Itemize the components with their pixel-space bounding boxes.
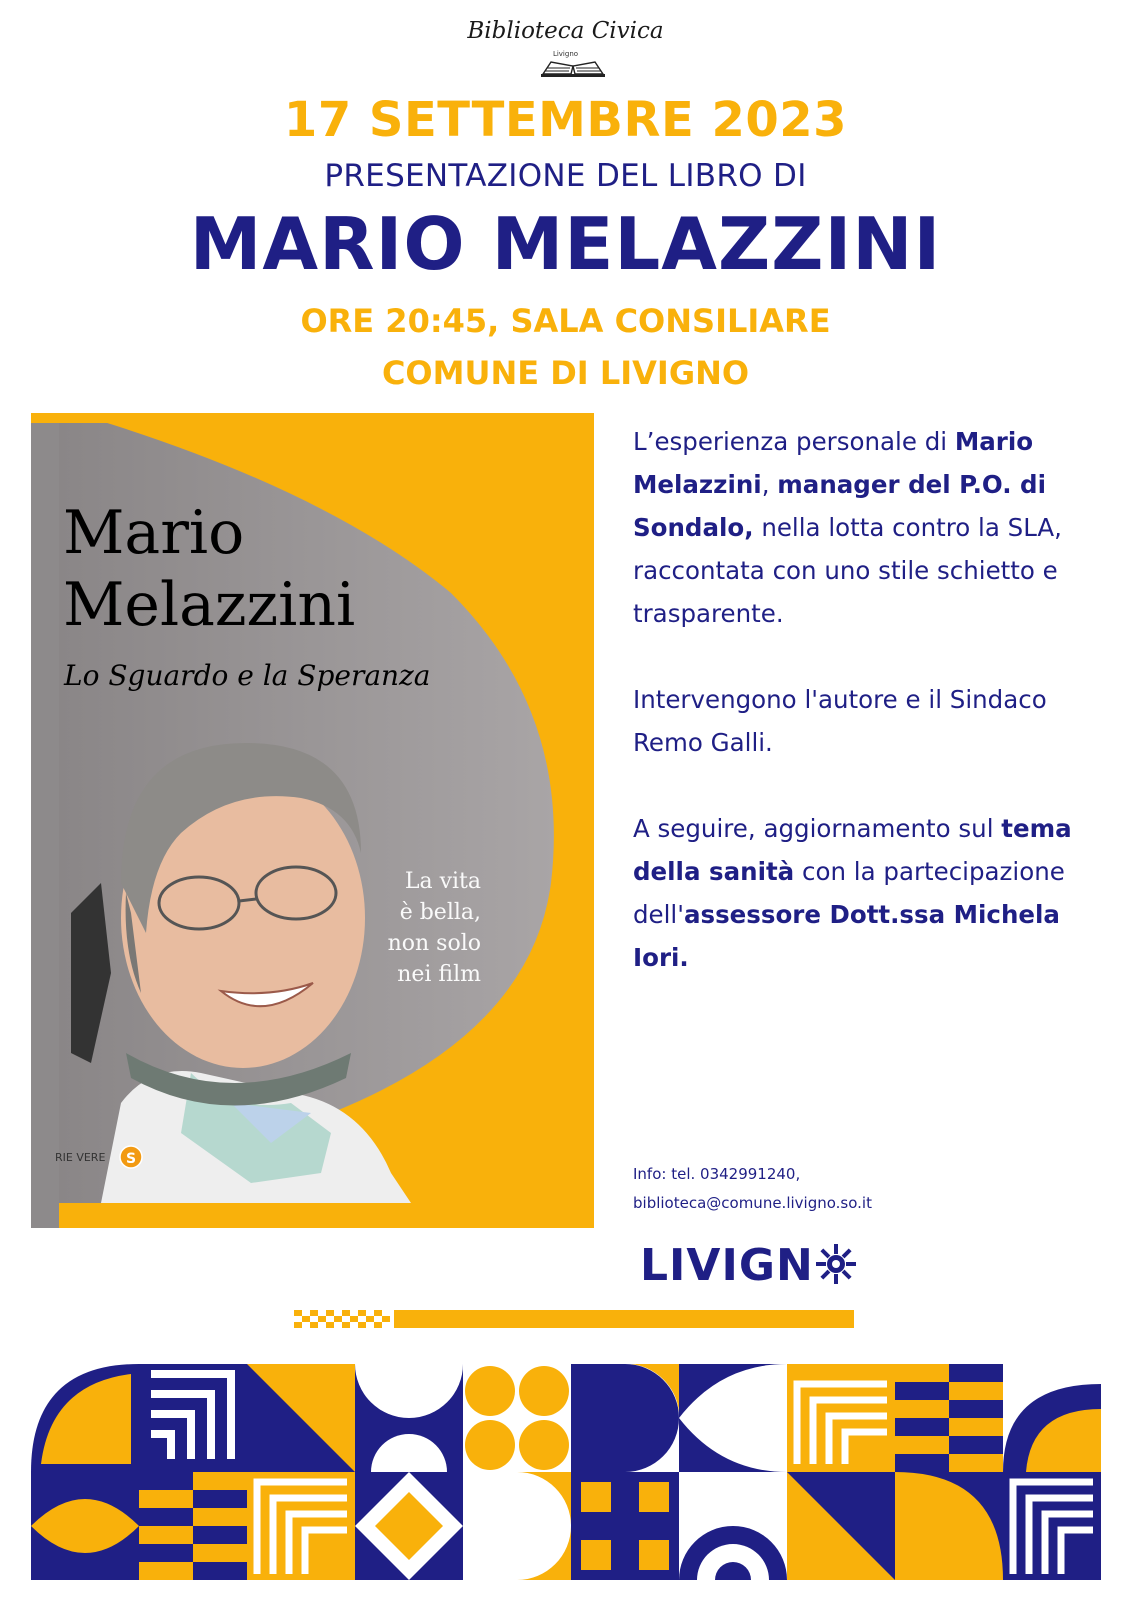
- contact-info: [633, 1160, 872, 1218]
- description-paragraph: [633, 420, 1073, 635]
- desc-text: L’esperienza personale di: [633, 427, 955, 456]
- livigno-logo-text: LIVIGN: [640, 1240, 814, 1291]
- livigno-star-icon: [815, 1243, 857, 1285]
- cover-author-first: Mario: [63, 498, 245, 568]
- cover-left-edge: [31, 413, 59, 1228]
- cover-series-label: RIE VERE: [55, 1151, 106, 1164]
- desc-bold: Mario Melazzini: [633, 427, 1034, 499]
- livigno-logo: [640, 1240, 857, 1291]
- desc-text: con la partecipazione dell': [633, 857, 1065, 929]
- library-place: Livigno: [552, 50, 579, 58]
- contact-phone: Info: tel. 0342991240,: [633, 1165, 801, 1183]
- cover-tagline-line: nei film: [397, 962, 481, 987]
- contact-email[interactable]: biblioteca@comune.livigno.so.it: [633, 1194, 872, 1212]
- event-time-place: ORE 20:45, SALA CONSILIARE: [300, 302, 831, 340]
- cover-author-last: Melazzini: [63, 570, 356, 640]
- desc-text: ,: [761, 470, 778, 499]
- open-book-icon: [541, 60, 605, 78]
- desc-bold: tema della sanità: [633, 814, 1072, 886]
- desc-text: nella lotta contro la SLA, raccontata con uno stile schietto e trasparente.: [633, 513, 1062, 628]
- description-paragraph: Intervengono l'autore e il Sindaco Remo Galli.: [633, 685, 1047, 757]
- geometric-pattern: [31, 1364, 1101, 1580]
- event-intro: PRESENTAZIONE DEL LIBRO DI: [324, 158, 807, 194]
- author-name: MARIO MELAZZINI: [189, 202, 942, 286]
- cover-tagline-line: è bella,: [399, 900, 481, 925]
- event-date: 17 SETTEMBRE 2023: [283, 92, 848, 148]
- cover-tagline-line: non solo: [387, 931, 481, 956]
- library-name: Biblioteca Civica: [467, 18, 664, 44]
- decorative-stripe: [294, 1310, 854, 1332]
- cover-tagline-line: La vita: [404, 869, 481, 894]
- desc-bold: assessore Dott.ssa Michela Iori.: [633, 900, 1060, 972]
- desc-text: A seguire, aggiornamento sul: [633, 814, 1002, 843]
- event-description: [633, 420, 1073, 1022]
- book-cover: [31, 413, 594, 1228]
- publisher-mark: S: [125, 1151, 137, 1167]
- desc-bold: manager del P.O. di Sondalo,: [633, 470, 1046, 542]
- cover-book-title: Lo Sguardo e la Speranza: [64, 659, 431, 692]
- event-venue: COMUNE DI LIVIGNO: [381, 354, 750, 392]
- description-paragraph: [633, 807, 1073, 979]
